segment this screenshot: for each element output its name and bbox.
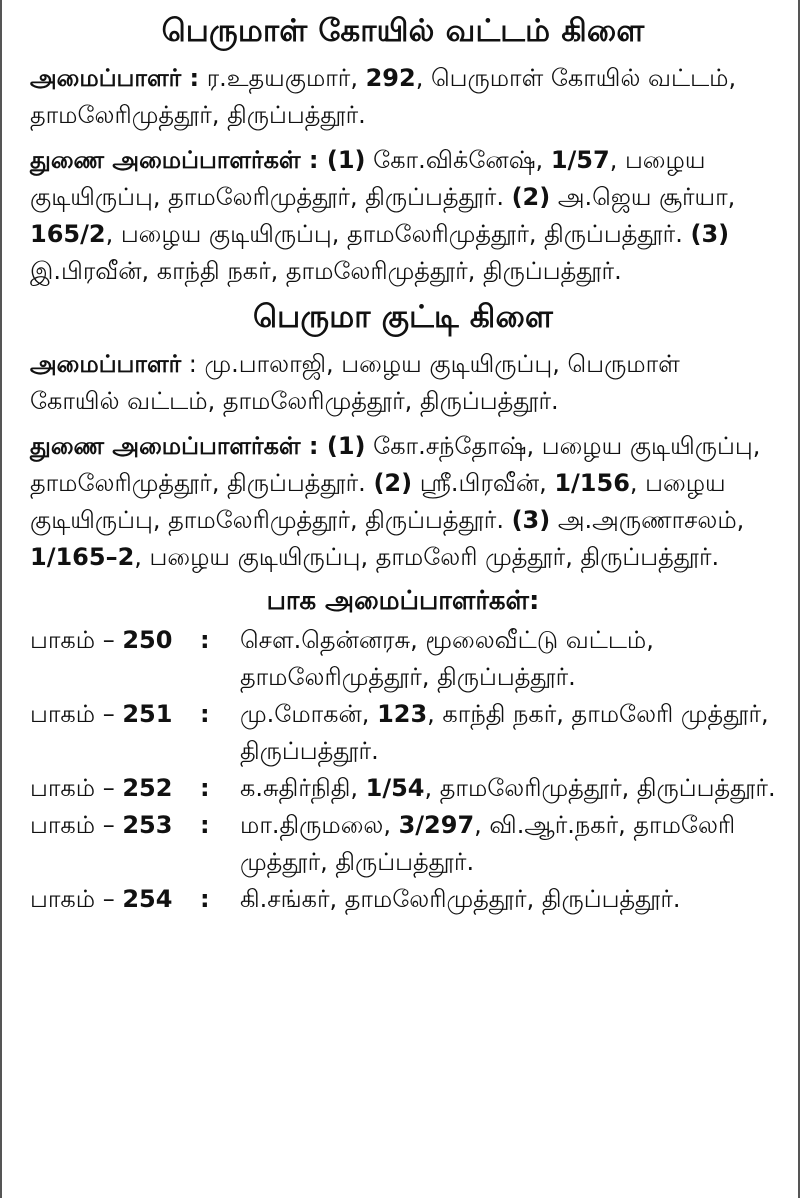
booth-coordinator: மு.மோகன், 123, காந்தி நகர், தாமலேரி முத்தூர், திருப்பத்தூர். xyxy=(240,700,769,765)
booth-label: பாகம் – 251 xyxy=(30,700,173,728)
branch1-deputies: துணை அமைப்பாளர்கள் : (1) கோ.விக்னேஷ், 1/57, பழைய குடியிருப்பு, தாமலேரிமுத்தூர், திருப்பத்தூர். (2) அ.ஜெய சூர்யா, 165/2, பழைய குடியிருப்பு, தாமலேரிமுத்தூர், திருப்பத்தூர். (3) இ.பிரவீன், காந்தி நகர், தாமலேரிமுத்தூர், திருப்பத்தூர். xyxy=(30,146,736,285)
booth-number: 250 xyxy=(122,626,173,654)
booth-row xyxy=(30,622,776,696)
booth-coordinator: சௌ.தென்னரசு, மூலைவீட்டு வட்டம், தாமலேரிமுத்தூர், திருப்பத்தூர். xyxy=(240,626,654,691)
booth-number: 253 xyxy=(122,811,173,839)
booth-coordinators-title: பாக அமைப்பாளர்கள்: xyxy=(266,586,540,616)
booth-row xyxy=(30,881,776,918)
booth-colon: : xyxy=(200,700,210,728)
booth-number: 252 xyxy=(122,774,173,802)
booth-colon: : xyxy=(200,774,210,802)
booth-colon: : xyxy=(200,811,210,839)
branch2-secretary: அமைப்பாளர் : மு.பாலாஜி, பழைய குடியிருப்பு, பெருமாள் கோயில் வட்டம், தாமலேரிமுத்தூர், திருப்பத்தூர். xyxy=(30,350,680,415)
deputies-role-label: துணை அமைப்பாளர்கள் : xyxy=(30,146,319,174)
secretary-role-label: அமைப்பாளர் : xyxy=(30,64,200,92)
booth-label: பாகம் – 254 xyxy=(30,885,173,913)
branch2-title: பெருமா குட்டி கிளை xyxy=(252,299,554,335)
booth-number: 254 xyxy=(122,885,173,913)
booth-label: பாகம் – 250 xyxy=(30,626,173,654)
deputies-role-label: துணை அமைப்பாளர்கள் : xyxy=(30,432,319,460)
branch1-title: பெருமாள் கோயில் வட்டம் கிளை xyxy=(161,13,645,49)
booth-row xyxy=(30,770,776,807)
booth-number: 251 xyxy=(122,700,173,728)
booth-colon: : xyxy=(200,626,210,654)
booth-label: பாகம் – 253 xyxy=(30,811,173,839)
branch1-secretary: அமைப்பாளர் : ர.உதயகுமார், 292, பெருமாள் கோயில் வட்டம், தாமலேரிமுத்தூர், திருப்பத்தூர். xyxy=(30,64,737,129)
secretary-role-label: அமைப்பாளர் xyxy=(30,350,182,378)
branch2-deputies: துணை அமைப்பாளர்கள் : (1) கோ.சந்தோஷ், பழைய குடியிருப்பு, தாமலேரிமுத்தூர், திருப்பத்தூர். (2) ஸ்ரீ.பிரவீன், 1/156, பழைய குடியிருப்பு, தாமலேரிமுத்தூர், திருப்பத்தூர். (3) அ.அருணாசலம், 1/165–2, பழைய குடியிருப்பு, தாமலேரி முத்தூர், திருப்பத்தூர். xyxy=(30,432,761,571)
booth-row xyxy=(30,696,776,770)
booth-colon: : xyxy=(200,885,210,913)
booth-coordinator: மா.திருமலை, 3/297, வி.ஆர்.நகர், தாமலேரி முத்தூர், திருப்பத்தூர். xyxy=(240,811,736,876)
booth-label: பாகம் – 252 xyxy=(30,774,173,802)
booth-coordinator: க.சுதிர்நிதி, 1/54, தாமலேரிமுத்தூர், திருப்பத்தூர். xyxy=(240,774,776,802)
booth-row xyxy=(30,807,776,881)
booth-coordinators-table xyxy=(30,622,776,918)
booth-coordinator: கி.சங்கர், தாமலேரிமுத்தூர், திருப்பத்தூர். xyxy=(240,885,681,913)
